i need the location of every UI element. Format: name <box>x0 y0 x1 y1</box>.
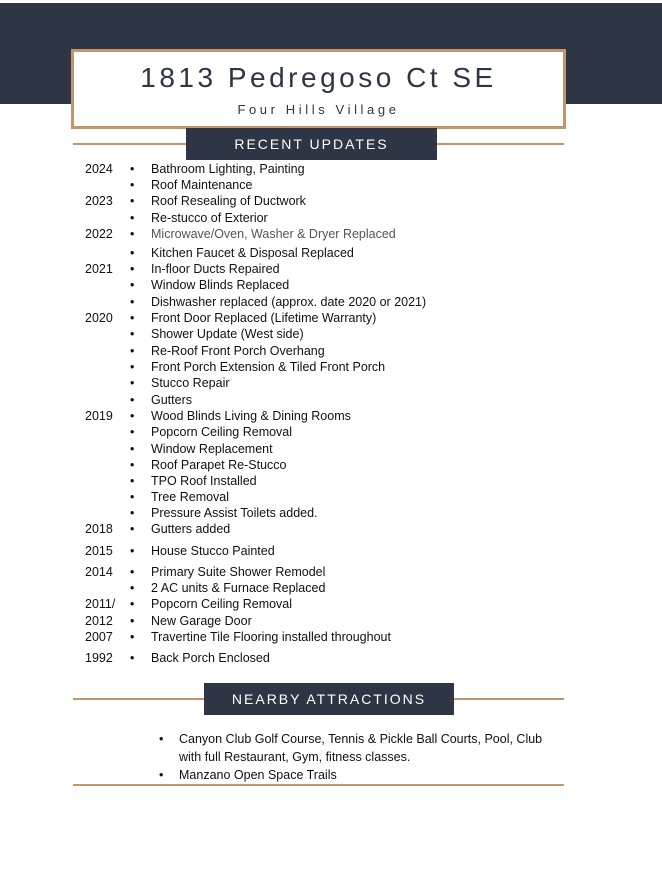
update-row <box>0 565 600 581</box>
update-item: Front Door Replaced (Lifetime Warranty) <box>151 311 377 325</box>
bullet: • <box>130 597 135 611</box>
bullet: • <box>159 732 164 746</box>
update-year: 2018 <box>85 522 113 536</box>
update-row <box>0 162 600 178</box>
update-row <box>0 194 600 210</box>
update-year: 2014 <box>85 565 113 579</box>
update-item: Roof Maintenance <box>151 178 253 192</box>
update-item: Roof Parapet Re-Stucco <box>151 458 287 472</box>
update-item: TPO Roof Installed <box>151 474 257 488</box>
update-item: Tree Removal <box>151 490 230 504</box>
bullet: • <box>130 442 135 456</box>
update-item: House Stucco Painted <box>151 544 275 558</box>
update-year: 2022 <box>85 227 113 241</box>
update-item: Window Replacement <box>151 442 273 456</box>
update-row <box>0 442 600 458</box>
bullet: • <box>130 376 135 390</box>
update-row <box>0 581 600 597</box>
bullet: • <box>159 768 164 782</box>
bullet: • <box>130 614 135 628</box>
update-item: Primary Suite Shower Remodel <box>151 565 326 579</box>
update-year: 2021 <box>85 262 113 276</box>
update-item: Gutters added <box>151 522 231 536</box>
bullet: • <box>130 474 135 488</box>
update-item: Back Porch Enclosed <box>151 651 270 665</box>
bullet: • <box>130 490 135 504</box>
attraction-text: Manzano Open Space Trails <box>179 768 337 782</box>
bullet: • <box>130 651 135 665</box>
update-row <box>0 458 600 474</box>
update-item: Microwave/Oven, Washer & Dryer Replaced <box>151 227 396 241</box>
bullet: • <box>130 522 135 536</box>
update-item: Window Blinds Replaced <box>151 278 290 292</box>
update-item: Shower Update (West side) <box>151 327 304 341</box>
bullet: • <box>130 194 135 208</box>
update-row <box>0 614 600 630</box>
update-row <box>0 376 600 392</box>
update-year: 2024 <box>85 162 113 176</box>
update-item: In-floor Ducts Repaired <box>151 262 280 276</box>
update-row <box>0 311 600 327</box>
update-item: Popcorn Ceiling Removal <box>151 597 293 611</box>
update-item: Bathroom Lighting, Painting <box>151 162 305 176</box>
update-item: Stucco Repair <box>151 376 230 390</box>
update-year: 2007 <box>85 630 113 644</box>
bullet: • <box>130 211 135 225</box>
bullet: • <box>130 544 135 558</box>
update-item: 2 AC units & Furnace Replaced <box>151 581 326 595</box>
bullet: • <box>130 409 135 423</box>
update-year: 2020 <box>85 311 113 325</box>
update-row <box>0 490 600 506</box>
update-item: Popcorn Ceiling Removal <box>151 425 293 439</box>
update-item: Kitchen Faucet & Disposal Replaced <box>151 246 354 260</box>
attraction-text: Canyon Club Golf Course, Tennis & Pickle Ball Courts, Pool, Club with full Restaurant, Gym, fitness classes. <box>179 732 543 764</box>
update-item: Travertine Tile Flooring installed throughout <box>151 630 391 644</box>
bottom-rule <box>73 784 564 786</box>
bullet: • <box>130 630 135 644</box>
bullet: • <box>130 425 135 439</box>
update-row <box>0 630 600 646</box>
bullet: • <box>130 327 135 341</box>
update-row <box>0 474 600 490</box>
update-row <box>0 211 600 227</box>
bullet: • <box>130 246 135 260</box>
update-year: 2019 <box>85 409 113 423</box>
update-item: Re-stucco of Exterior <box>151 211 268 225</box>
update-row <box>0 425 600 441</box>
update-row <box>0 178 600 194</box>
bullet: • <box>130 506 135 520</box>
update-item: Wood Blinds Living & Dining Rooms <box>151 409 351 423</box>
update-row <box>0 597 600 613</box>
update-row <box>0 344 600 360</box>
page-title: 1813 Pedregoso Ct SE <box>140 62 497 93</box>
update-year: 2015 <box>85 544 113 558</box>
page-subtitle: Four Hills Village <box>237 102 400 117</box>
update-item: New Garage Door <box>151 614 252 628</box>
update-year: 2011/ <box>85 597 116 611</box>
update-row <box>0 393 600 409</box>
bullet: • <box>130 458 135 472</box>
update-item: Dishwasher replaced (approx. date 2020 or 2021) <box>151 295 427 309</box>
update-item: Re-Roof Front Porch Overhang <box>151 344 325 358</box>
title-box <box>71 49 566 129</box>
update-row <box>0 278 600 294</box>
bullet: • <box>130 360 135 374</box>
bullet: • <box>130 278 135 292</box>
update-row <box>0 409 600 425</box>
bullet: • <box>130 344 135 358</box>
update-row <box>0 246 600 262</box>
bullet: • <box>130 178 135 192</box>
update-row <box>0 262 600 278</box>
update-year: 2023 <box>85 194 113 208</box>
update-row <box>0 227 600 243</box>
update-year: 1992 <box>85 651 113 665</box>
bullet: • <box>130 311 135 325</box>
update-item: Front Porch Extension & Tiled Front Porch <box>151 360 386 374</box>
bullet: • <box>130 162 135 176</box>
update-row <box>0 651 600 667</box>
update-item: Gutters <box>151 393 192 407</box>
update-row <box>0 360 600 376</box>
bullet: • <box>130 581 135 595</box>
update-item: Roof Resealing of Ductwork <box>151 194 306 208</box>
update-row <box>0 506 600 522</box>
update-item: Pressure Assist Toilets added. <box>151 506 318 520</box>
bullet: • <box>130 227 135 241</box>
bullet: • <box>130 565 135 579</box>
bullet: • <box>130 393 135 407</box>
update-row <box>0 544 600 560</box>
nearby-attractions-heading: NEARBY ATTRACTIONS <box>204 683 454 715</box>
bullet: • <box>130 262 135 276</box>
recent-updates-heading: RECENT UPDATES <box>186 128 437 160</box>
update-row <box>0 295 600 311</box>
update-row <box>0 522 600 538</box>
update-row <box>0 327 600 343</box>
bullet: • <box>130 295 135 309</box>
update-year: 2012 <box>85 614 113 628</box>
